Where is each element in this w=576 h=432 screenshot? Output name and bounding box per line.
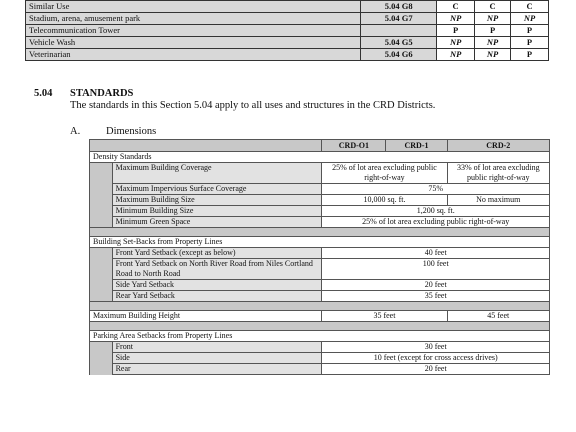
- table-row: [90, 259, 550, 280]
- district-crd1-value: C: [475, 1, 511, 13]
- table-row: [26, 13, 549, 25]
- table-row: [90, 364, 550, 375]
- table-row: [90, 331, 550, 342]
- use-name: Similar Use: [26, 1, 361, 13]
- permitted-uses-table: [25, 0, 549, 61]
- section-intro: The standards in this Section 5.04 apply to all uses and structures in the CRD Districts.: [70, 100, 436, 111]
- section-ref: 5.04 G7: [361, 13, 437, 25]
- table-row: [90, 353, 550, 364]
- cell-value: 25% of lot area excluding public right-of-way: [322, 217, 550, 228]
- use-name: Vehicle Wash: [26, 37, 361, 49]
- table-row: [90, 184, 550, 195]
- column-header: CRD-1: [386, 140, 447, 152]
- cell-value: 40 feet: [322, 248, 550, 259]
- row-label: Maximum Building Height: [90, 311, 322, 322]
- table-row: [90, 163, 550, 184]
- district-o1-value: P: [437, 25, 475, 37]
- table-row: [90, 311, 550, 322]
- subsection-heading: [70, 126, 156, 137]
- row-label: Side Yard Setback: [112, 280, 322, 291]
- table-row: [90, 291, 550, 302]
- table-row: [26, 1, 549, 13]
- section-ref: 5.04 G8: [361, 1, 437, 13]
- table-row: [90, 280, 550, 291]
- row-label: Minimum Green Space: [112, 217, 322, 228]
- cell-value: 45 feet: [447, 311, 549, 322]
- cell-value: 10,000 sq. ft.: [322, 195, 447, 206]
- row-label: Rear: [112, 364, 322, 375]
- row-label: Side: [112, 353, 322, 364]
- cell-value: 25% of lot area excluding public right-of-way: [322, 163, 447, 184]
- table-row: [90, 217, 550, 228]
- district-crd2-value: P: [511, 49, 549, 61]
- use-name: Stadium, arena, amusement park: [26, 13, 361, 25]
- table-row: [90, 248, 550, 259]
- category-label: Density Standards: [90, 152, 550, 163]
- category-label: Parking Area Setbacks from Property Lines: [90, 331, 550, 342]
- table-spacer: [90, 228, 550, 237]
- dimensions-table: [89, 139, 550, 375]
- district-crd2-value: P: [511, 25, 549, 37]
- cell-value: 1,200 sq. ft.: [322, 206, 550, 217]
- row-label: Maximum Building Coverage: [112, 163, 322, 184]
- cell-value: 10 feet (except for cross access drives): [322, 353, 550, 364]
- category-label: Building Set-Backs from Property Lines: [90, 237, 550, 248]
- row-label: Rear Yard Setback: [112, 291, 322, 302]
- subsection-letter: A.: [70, 126, 81, 137]
- district-crd1-value: P: [475, 25, 511, 37]
- row-label: Front Yard Setback (except as below): [112, 248, 322, 259]
- district-o1-value: NP: [437, 13, 475, 25]
- table-row: [90, 152, 550, 163]
- cell-value: 20 feet: [322, 364, 550, 375]
- table-row: [90, 195, 550, 206]
- column-header: CRD-2: [447, 140, 549, 152]
- section-title: STANDARDS: [70, 88, 134, 99]
- district-o1-value: NP: [437, 49, 475, 61]
- cell-value: No maximum: [447, 195, 549, 206]
- district-crd1-value: NP: [475, 37, 511, 49]
- district-crd1-value: NP: [475, 49, 511, 61]
- use-name: Telecommunication Tower: [26, 25, 361, 37]
- row-label: Front: [112, 342, 322, 353]
- cell-value: 35 feet: [322, 291, 550, 302]
- row-label: Maximum Building Size: [112, 195, 322, 206]
- district-o1-value: C: [437, 1, 475, 13]
- cell-value: 30 feet: [322, 342, 550, 353]
- district-crd1-value: NP: [475, 13, 511, 25]
- cell-value: 35 feet: [322, 311, 447, 322]
- section-ref: 5.04 G5: [361, 37, 437, 49]
- table-spacer: [90, 322, 550, 331]
- cell-value: 33% of lot area excluding public right-of-way: [447, 163, 549, 184]
- use-name: Veterinarian: [26, 49, 361, 61]
- district-o1-value: NP: [437, 37, 475, 49]
- table-spacer: [90, 302, 550, 311]
- table-row: [26, 49, 549, 61]
- district-crd2-value: P: [511, 37, 549, 49]
- table-row: [90, 206, 550, 217]
- column-header: CRD-O1: [322, 140, 386, 152]
- section-ref: [361, 25, 437, 37]
- table-row: [26, 25, 549, 37]
- table-row: [90, 237, 550, 248]
- section-number: 5.04: [34, 88, 53, 99]
- section-ref: 5.04 G6: [361, 49, 437, 61]
- row-label: Front Yard Setback on North River Road from Niles Cortland Road to North Road: [112, 259, 322, 280]
- subsection-title: Dimensions: [106, 126, 157, 137]
- district-crd2-value: NP: [511, 13, 549, 25]
- cell-value: 20 feet: [322, 280, 550, 291]
- row-label: Maximum Impervious Surface Coverage: [112, 184, 322, 195]
- table-row: [90, 342, 550, 353]
- district-crd2-value: C: [511, 1, 549, 13]
- section-heading: [34, 88, 133, 99]
- row-label: Minimum Building Size: [112, 206, 322, 217]
- table-row: [26, 37, 549, 49]
- cell-value: 100 feet: [322, 259, 550, 280]
- table-header-row: [90, 140, 550, 152]
- cell-value: 75%: [322, 184, 550, 195]
